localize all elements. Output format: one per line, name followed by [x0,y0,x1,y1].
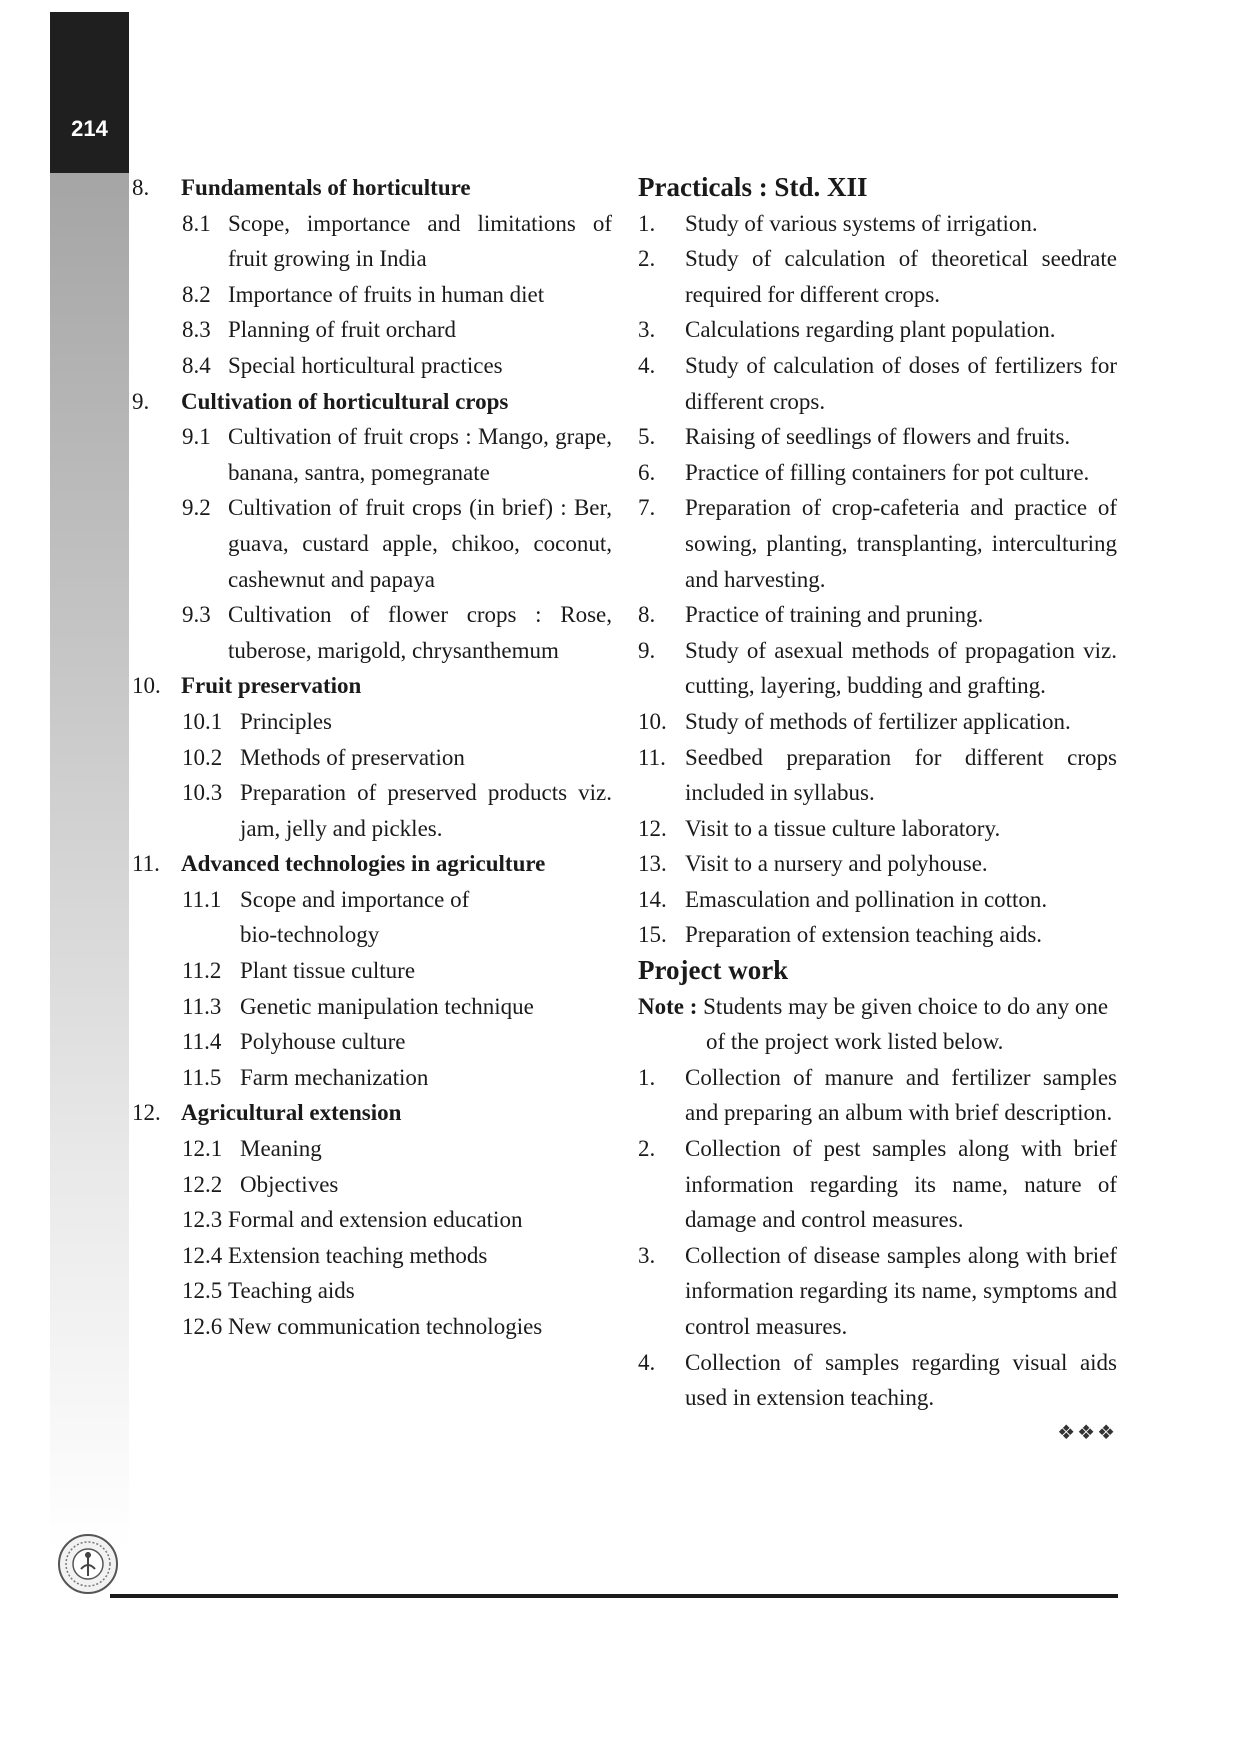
project-item: 2. Collection of pest samples along with brief information regarding its name, nature of damage and control measures. [638,1136,1117,1233]
practical-item: 3. Calculations regarding plant population. [638,317,1056,343]
practical-item: 8. Practice of training and pruning. [638,602,984,628]
section-heading: 11. Advanced technologies in agriculture [132,851,546,877]
subsection-item: 8.1 Scope, importance and limitations of fruit growing in India [182,210,612,272]
practical-item: 2. Study of calculation of theoretical seedrate required for different crops. [638,246,1117,307]
practical-item: 10. Study of methods of fertilizer application. [638,708,1071,734]
page-number: 214 [71,116,108,141]
practical-item: 15. Preparation of extension teaching aids. [638,922,1043,948]
subsection-item: 9.3 Cultivation of flower crops : Rose, tuberose, marigold, chrysanthemum [182,602,612,663]
subsection-item: 8.4 Special horticultural practices [182,352,503,378]
subsection-item: 11.3 Genetic manipulation technique [182,993,534,1019]
subsection-item: 10.1 Principles [182,708,332,734]
subsection-item: 12.5 Teaching aids [182,1278,355,1304]
note-label: Note : [638,993,698,1019]
subsection-item: 8.2 Importance of fruits in human diet [182,281,545,307]
subsection-item: 9.2 Cultivation of fruit crops (in brief) : Ber, guava, custard apple, chikoo, coconut, cashewnut and papaya [182,495,612,592]
practical-item: 4. Study of calculation of doses of fertilizers for different crops. [638,352,1117,414]
project-note [638,989,1117,1060]
subsection-item: 11.1 Scope and importance of bio-technology [182,886,470,948]
side-gradient-bar [50,12,129,1552]
subsection-item: 11.4 Polyhouse culture [182,1029,406,1055]
practical-item: 11. Seedbed preparation for different crops included in syllabus. [638,744,1117,806]
practicals-heading: Practicals : Std. XII [638,172,868,202]
practical-item: 12. Visit to a tissue culture laboratory. [638,815,1001,841]
syllabus-left-column [132,170,612,1345]
footer-rule [110,1594,1118,1598]
practicals-column [638,170,1117,1450]
section-heading: 12. Agricultural extension [132,1100,402,1126]
subsection-item: 12.4 Extension teaching methods [182,1242,488,1268]
subsection-item: 12.1 Meaning [182,1136,322,1162]
project-item: 3. Collection of disease samples along with brief information regarding its name, symptoms and control measures. [638,1242,1117,1339]
subsection-item: 12.2 Objectives [182,1171,339,1197]
practical-item: 9. Study of asexual methods of propagation viz. cutting, layering, budding and grafting. [638,637,1117,699]
practical-item: 5. Raising of seedlings of flowers and fruits. [638,424,1071,450]
subsection-item: 11.2 Plant tissue culture [182,958,416,984]
practical-item: 14. Emasculation and pollination in cotton. [638,886,1048,912]
project-item: 1. Collection of manure and fertilizer samples and preparing an album with brief description. [638,1064,1117,1126]
subsection-item: 8.3 Planning of fruit orchard [182,317,457,343]
project-work-heading: Project work [638,955,789,986]
practical-item: 13. Visit to a nursery and polyhouse. [638,851,988,877]
subsection-item: 10.2 Methods of preservation [182,744,465,770]
subsection-item: 12.3 Formal and extension education [182,1207,523,1233]
section-heading: 10. Fruit preservation [132,673,362,699]
subsection-item: 12.6 New communication technologies [182,1314,543,1339]
note-text: Students may be given choice to do any one of the project work listed below. [703,993,1109,1055]
project-item: 4. Collection of samples regarding visual aids used in extension teaching. [638,1349,1117,1411]
subsection-item: 10.3 Preparation of preserved products viz. jam, jelly and pickles. [182,780,612,841]
page-number-box [50,12,129,173]
section-heading: 9. Cultivation of horticultural crops [132,388,509,414]
practical-item: 1. Study of various systems of irrigation. [638,210,1038,236]
emblem-logo-icon [57,1533,119,1595]
practical-item: 7. Preparation of crop-cafeteria and practice of sowing, planting, transplanting, interculturing and harvesting. [638,495,1117,592]
end-ornament: ❖❖❖ [1057,1421,1117,1444]
subsection-item: 11.5 Farm mechanization [182,1064,429,1090]
section-heading: 8. Fundamentals of horticulture [132,175,471,200]
practical-item: 6. Practice of filling containers for pot culture. [638,459,1090,485]
subsection-item: 9.1 Cultivation of fruit crops : Mango, grape, banana, santra, pomegranate [182,424,612,485]
